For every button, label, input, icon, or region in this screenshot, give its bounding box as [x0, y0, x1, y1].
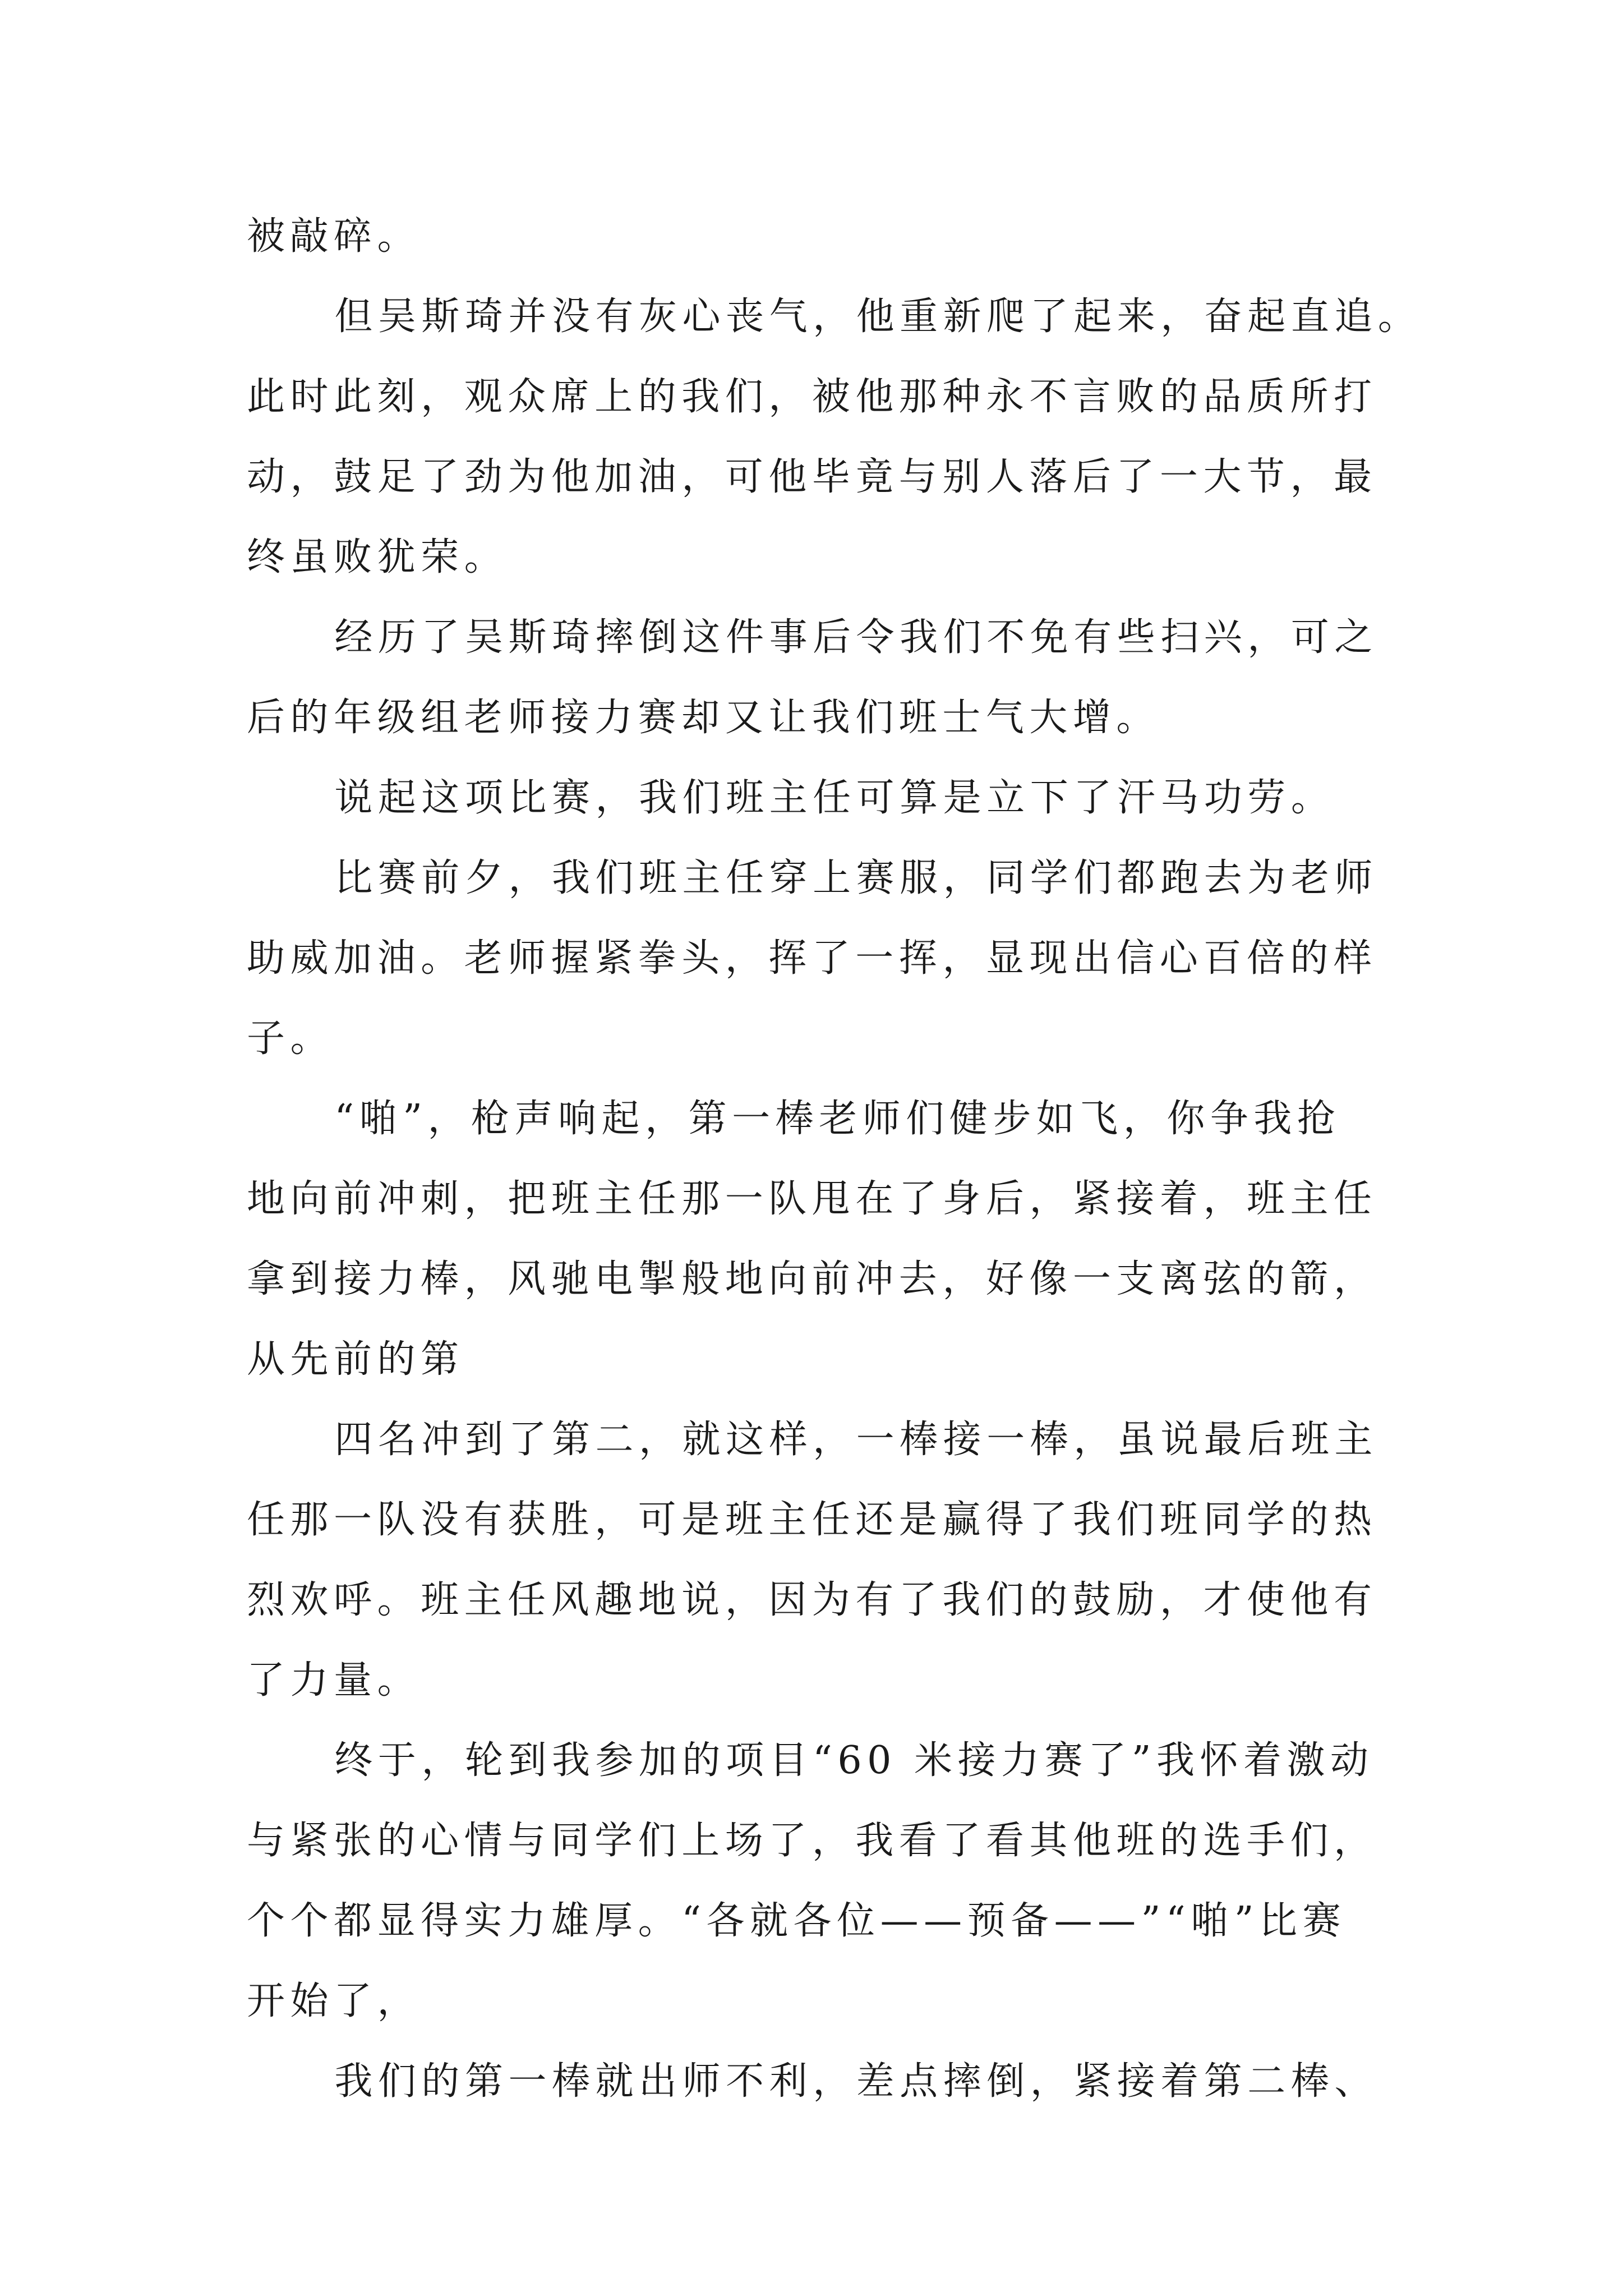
document-body [247, 196, 1422, 2122]
text-line: 开始了， [247, 1979, 421, 2023]
text-line: 被敲碎。 [247, 214, 421, 259]
text-line: 动，鼓足了劲为他加油，可他毕竟与别人落后了一大节，最 [247, 455, 1377, 499]
text-line: 终于，轮到我参加的项目“60 米接力赛了”我怀着激动 [334, 1738, 1374, 1783]
text-line: 子。 [247, 1016, 334, 1061]
text-line: 与紧张的心情与同学们上场了，我看了看其他班的选手们， [247, 1819, 1377, 1863]
text-line: 四名冲到了第二，就这样，一棒接一棒，虽说最后班主 [334, 1418, 1378, 1462]
text-line: 说起这项比赛，我们班主任可算是立下了汗马功劳。 [334, 776, 1335, 820]
text-line: 拿到接力棒，风驰电掣般地向前冲去，好像一支离弦的箭， [247, 1257, 1377, 1301]
text-line: 助威加油。老师握紧拳头，挥了一挥，显现出信心百倍的样 [247, 936, 1377, 981]
text-line: 烈欢呼。班主任风趣地说，因为有了我们的鼓励，才使他有 [247, 1578, 1377, 1622]
paragraph [247, 838, 1389, 1079]
text-line: “啪”，枪声响起，第一棒老师们健步如飞，你争我抢 [334, 1097, 1341, 1141]
text-line: 经历了吴斯琦摔倒这件事后令我们不免有些扫兴，可之 [334, 615, 1378, 660]
paragraph [247, 597, 1389, 758]
paragraph [247, 758, 1389, 838]
text-line: 后的年级组老师接力赛却又让我们班士气大增。 [247, 696, 1160, 740]
paragraph [247, 1079, 1389, 1400]
text-line: 此时此刻，观众席上的我们，被他那种永不言败的品质所打 [247, 375, 1377, 419]
text-line: 但吴斯琦并没有灰心丧气，他重新爬了起来，奋起直追。 [334, 295, 1422, 339]
text-line: 地向前冲刺，把班主任那一队甩在了身后，紧接着，班主任 [247, 1177, 1377, 1221]
text-line: 个个都显得实力雄厚。“各就各位——预备——”“啪”比赛 [247, 1899, 1347, 1943]
paragraph [247, 1400, 1389, 1720]
text-line: 任那一队没有获胜，可是班主任还是赢得了我们班同学的热 [247, 1498, 1377, 1542]
paragraph [247, 2041, 1389, 2122]
text-line: 我们的第一棒就出师不利，差点摔倒，紧接着第二棒、 [334, 2059, 1378, 2104]
paragraph [247, 196, 1389, 277]
paragraph [247, 1720, 1389, 2041]
text-line: 从先前的第 [247, 1337, 464, 1382]
paragraph [247, 277, 1422, 597]
text-line: 比赛前夕，我们班主任穿上赛服，同学们都跑去为老师 [334, 856, 1378, 900]
text-line: 终虽败犹荣。 [247, 535, 508, 579]
text-line: 了力量。 [247, 1658, 421, 1703]
